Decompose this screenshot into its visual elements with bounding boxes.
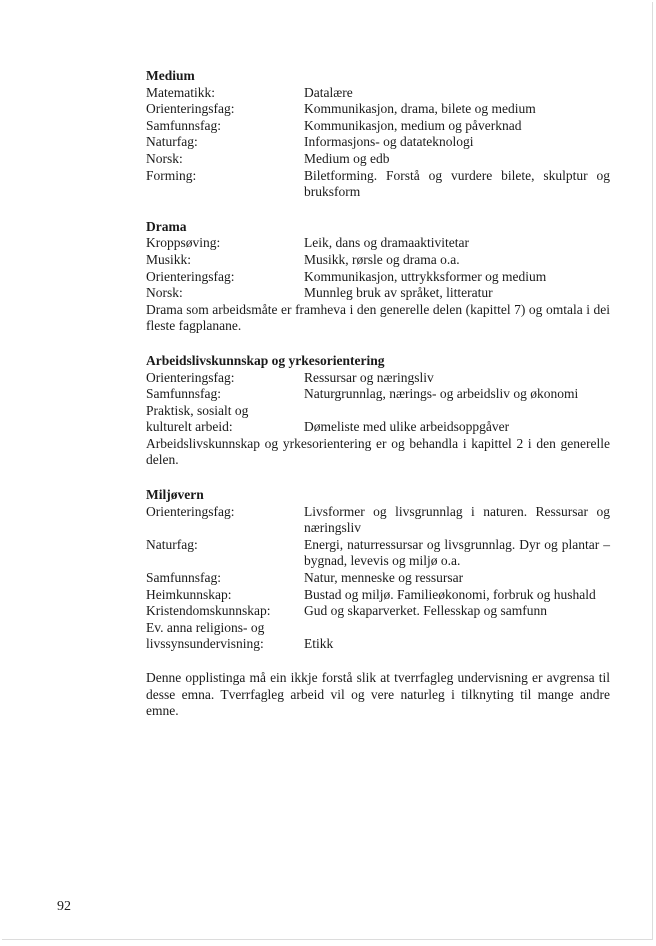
subject-label: Musikk:	[146, 251, 192, 267]
subject-label: Norsk:	[146, 150, 183, 166]
subject-row	[146, 85, 610, 102]
subject-row	[146, 603, 610, 620]
subject-label: Norsk:	[146, 285, 183, 301]
subject-label: Matematikk:	[146, 84, 215, 100]
subject-row	[146, 134, 610, 151]
subject-label: Samfunnsfag:	[146, 117, 221, 133]
section-drama	[146, 219, 610, 335]
section-heading: Miljøvern	[146, 487, 204, 503]
subject-label: Ev. anna religions- og	[146, 619, 265, 635]
subject-row	[146, 636, 610, 653]
section-miljovern	[146, 487, 610, 653]
subject-row	[146, 587, 610, 604]
subject-row	[146, 403, 610, 420]
section-arbeidsliv	[146, 353, 610, 469]
page-content	[146, 68, 610, 720]
subject-topics: Energi, naturressursar og livsgrunnlag. Dyr og plantar – bygnad, levevis og miljø o.a.	[304, 536, 610, 569]
section-note: Arbeidslivskunnskap og yrkesorientering er og behandla i kapittel 2 i den generelle delen.	[146, 435, 610, 468]
subject-topics: Informasjons- og datateknologi	[304, 134, 474, 150]
subject-label: Orienteringsfag:	[146, 268, 235, 284]
subject-topics: Kommunikasjon, uttrykksformer og medium	[304, 268, 547, 284]
subject-topics	[304, 620, 610, 637]
section-heading: Arbeidslivskunnskap og yrkesorientering	[146, 352, 385, 368]
subject-row	[146, 168, 610, 201]
page-number: 92	[57, 899, 71, 914]
subject-topics: Medium og edb	[304, 150, 390, 166]
section-heading: Drama	[146, 218, 187, 234]
subject-label: Naturfag:	[146, 536, 198, 552]
subject-row	[146, 419, 610, 436]
subject-label: Samfunnsfag:	[146, 570, 221, 586]
subject-topics: Datalære	[304, 84, 353, 100]
subject-label: Orienteringsfag:	[146, 101, 235, 117]
closing-paragraph: Denne opplistinga må ein ikkje forstå slik at tverrfagleg undervisning er avgrensa til desse emna. Tverrfagleg arbeid vil og vere naturleg i tilknyting til mange andre emne.	[146, 670, 610, 719]
subject-row	[146, 252, 610, 269]
subject-row	[146, 285, 610, 302]
subject-row	[146, 370, 610, 387]
subject-row	[146, 537, 610, 570]
subject-topics: Bustad og miljø. Familieøkonomi, forbruk og hushald	[304, 586, 596, 602]
subject-label: Heimkunnskap:	[146, 586, 232, 602]
subject-topics: Musikk, rørsle og drama o.a.	[304, 251, 460, 267]
subject-row	[146, 118, 610, 135]
subject-label: kulturelt arbeid:	[146, 419, 233, 435]
subject-label: Kristendomskunnskap:	[146, 603, 271, 619]
subject-topics: Naturgrunnlag, nærings- og arbeidsliv og økonomi	[304, 386, 579, 402]
subject-row	[146, 620, 610, 637]
subject-topics: Livsformer og livsgrunnlag i naturen. Ressursar og næringsliv	[304, 503, 610, 536]
subject-topics: Kommunikasjon, drama, bilete og medium	[304, 101, 536, 117]
document-page	[2, 2, 653, 940]
subject-label: Kroppsøving:	[146, 235, 221, 251]
subject-label: livssynsundervisning:	[146, 636, 264, 652]
subject-label: Orienteringsfag:	[146, 369, 235, 385]
subject-label: Praktisk, sosialt og	[146, 402, 249, 418]
subject-row	[146, 504, 610, 537]
section-note: Drama som arbeidsmåte er framheva i den generelle delen (kapittel 7) og omtala i dei fleste fagplanane.	[146, 301, 610, 334]
subject-row	[146, 151, 610, 168]
subject-topics: Leik, dans og dramaaktivitetar	[304, 235, 469, 251]
subject-label: Orienteringsfag:	[146, 503, 235, 519]
subject-topics: Kommunikasjon, medium og påverknad	[304, 117, 522, 133]
subject-label: Naturfag:	[146, 134, 198, 150]
subject-row	[146, 235, 610, 252]
subject-topics: Etikk	[304, 636, 334, 652]
subject-label: Samfunnsfag:	[146, 386, 221, 402]
section-heading: Medium	[146, 68, 195, 83]
subject-row	[146, 386, 610, 403]
subject-topics: Munnleg bruk av språket, litteratur	[304, 285, 493, 301]
subject-row	[146, 570, 610, 587]
subject-topics: Gud og skaparverket. Fellesskap og samfunn	[304, 603, 547, 619]
subject-topics: Dømeliste med ulike arbeidsoppgåver	[304, 419, 510, 435]
subject-topics: Ressursar og næringsliv	[304, 369, 434, 385]
subject-label: Forming:	[146, 167, 197, 183]
subject-row	[146, 269, 610, 286]
subject-topics: Biletforming. Forstå og vurdere bilete, skulptur og bruksform	[304, 167, 610, 200]
subject-topics: Natur, menneske og ressursar	[304, 570, 464, 586]
subject-topics	[304, 403, 610, 420]
section-medium	[146, 68, 610, 201]
subject-row	[146, 101, 610, 118]
